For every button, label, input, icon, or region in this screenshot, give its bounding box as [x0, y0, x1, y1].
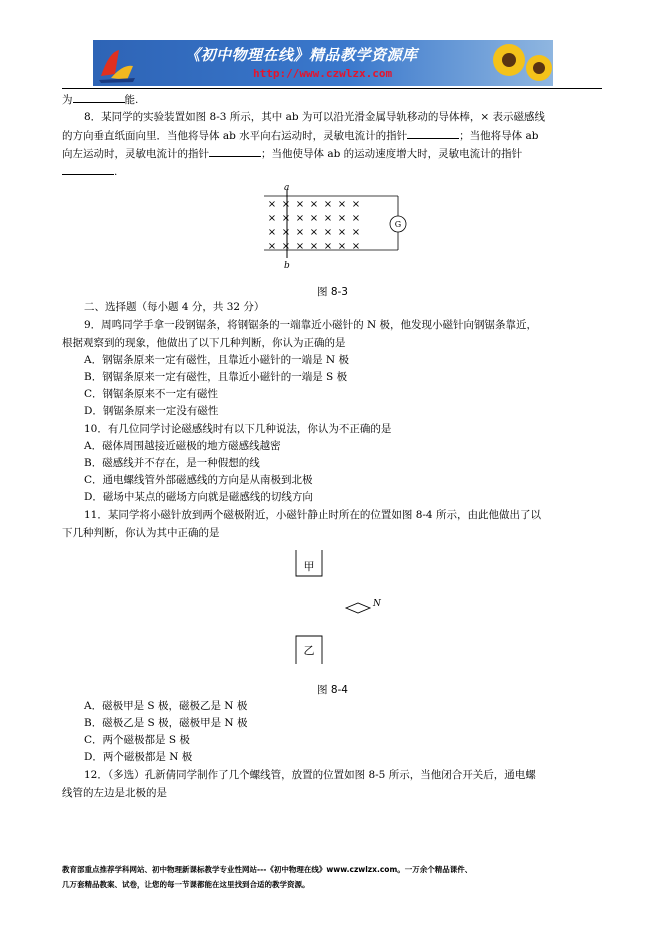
answer-blank[interactable] — [62, 162, 114, 175]
svg-text:×: × — [295, 227, 305, 238]
q9-option-d[interactable]: D．钢锯条原来一定没有磁性 — [84, 405, 219, 417]
svg-text:×: × — [309, 213, 319, 224]
svg-text:×: × — [323, 241, 333, 252]
svg-text:×: × — [351, 199, 361, 210]
answer-blank[interactable] — [73, 90, 125, 103]
svg-text:×: × — [295, 213, 305, 224]
q10-option-d[interactable]: D．磁场中某点的磁场方向就是磁感线的切线方向 — [84, 491, 313, 503]
svg-text:×: × — [337, 213, 347, 224]
svg-text:×: × — [309, 241, 319, 252]
svg-text:×: × — [295, 241, 305, 252]
svg-text:×: × — [267, 199, 277, 210]
sunflower-icon — [491, 40, 553, 86]
figure-8-4 — [286, 546, 396, 672]
svg-text:×: × — [281, 227, 291, 238]
svg-text:×: × — [323, 199, 333, 210]
q9-stem-line2: 根据观察到的现象，他做出了以下几种判断，你认为正确的是 — [62, 337, 346, 349]
svg-text:×: × — [323, 227, 333, 238]
header-banner — [93, 40, 553, 86]
q8-stem-line4: . — [62, 162, 117, 181]
figure-8-4-caption: 图 8-4 — [317, 684, 348, 696]
q8-stem-line2: 的方向垂直纸面向里．当他将导体 ab 水平向右运动时，灵敏电流计的指针 ；当他将导体 ab — [62, 126, 538, 145]
banner-title: 《初中物理在线》精品教学资源库 — [185, 46, 418, 64]
q11-stem-line2: 下几种判断，你认为其中正确的是 — [62, 527, 220, 539]
label-a: a — [284, 183, 290, 193]
svg-text:×: × — [309, 199, 319, 210]
label-b: b — [284, 261, 290, 271]
svg-text:×: × — [295, 199, 305, 210]
q8-stem-line3: 向左运动时，灵敏电流计的指针 ；当他使导体 ab 的运动速度增大时，灵敏电流计的指针 — [62, 144, 522, 163]
answer-blank[interactable] — [407, 126, 459, 139]
svg-text:×: × — [267, 227, 277, 238]
q9-stem-line1: 9．周鸣同学手拿一段钢锯条，将钢锯条的一端靠近小磁针的 N 极，他发现小磁针向钢锯条靠近， — [84, 319, 538, 331]
figure-8-3-caption: 图 8-3 — [317, 286, 348, 298]
label-jia: 甲 — [303, 560, 315, 573]
galvanometer-label: G — [394, 220, 402, 229]
answer-blank[interactable] — [209, 144, 261, 157]
q11-option-a[interactable]: A．磁极甲是 S 极，磁极乙是 N 极 — [84, 700, 248, 712]
q12-stem-line1: 12．（多选）孔新倩同学制作了几个螺线管，放置的位置如图 8-5 所示，当他闭合开关后，通电螺 — [84, 769, 536, 781]
section-title: 二、选择题（每小题 4 分，共 32 分） — [84, 301, 265, 313]
header-rule — [62, 88, 602, 89]
compass-needle-icon — [346, 603, 370, 613]
q9-option-a[interactable]: A．钢锯条原来一定有磁性，且靠近小磁针的一端是 N 极 — [84, 354, 349, 366]
q11-stem-line1: 11．某同学将小磁针放到两个磁极附近，小磁针静止时所在的位置如图 8-4 所示，由此他做出了以 — [84, 509, 541, 521]
q10-option-a[interactable]: A．磁体周围越接近磁极的地方磁感线越密 — [84, 440, 281, 452]
svg-text:×: × — [351, 227, 361, 238]
svg-text:×: × — [281, 241, 291, 252]
svg-text:×: × — [337, 199, 347, 210]
q10-stem: 10．有几位同学讨论磁感线时有以下几种说法，你认为不正确的是 — [84, 423, 392, 435]
logo-icon — [97, 44, 137, 84]
text-line: 为 能. — [62, 90, 138, 109]
svg-text:×: × — [351, 213, 361, 224]
svg-text:×: × — [337, 227, 347, 238]
banner-url[interactable]: http://www.czwlzx.com — [253, 67, 393, 80]
q9-option-b[interactable]: B．钢锯条原来一定有磁性，且靠近小磁针的一端是 S 极 — [84, 371, 348, 383]
svg-text:×: × — [309, 227, 319, 238]
svg-text:×: × — [351, 241, 361, 252]
svg-text:×: × — [281, 199, 291, 210]
q10-option-c[interactable]: C．通电螺线管外部磁感线的方向是从南极到北极 — [84, 474, 313, 486]
svg-text:×: × — [281, 213, 291, 224]
q11-option-d[interactable]: D．两个磁极都是 N 极 — [84, 751, 193, 763]
svg-text:×: × — [323, 213, 333, 224]
field-symbols — [268, 199, 360, 252]
q9-option-c[interactable]: C．钢锯条原来不一定有磁性 — [84, 388, 219, 400]
q11-option-b[interactable]: B．磁极乙是 S 极，磁极甲是 N 极 — [84, 717, 248, 729]
svg-text:×: × — [267, 241, 277, 252]
q10-option-b[interactable]: B．磁感线并不存在，是一种假想的线 — [84, 457, 260, 469]
svg-text:×: × — [337, 241, 347, 252]
figure-8-3 — [260, 182, 410, 272]
q12-stem-line2: 线管的左边是北极的是 — [62, 787, 167, 799]
label-n: N — [373, 599, 381, 609]
footer-line2: 几万套精品教案、试卷，让您的每一节课都能在这里找到合适的教学资源。 — [62, 880, 310, 889]
label-yi: 乙 — [303, 644, 315, 657]
q8-stem-line1: 8．某同学的实验装置如图 8-3 所示，其中 ab 为可以沿光滑金属导轨移动的导体棒，× 表示磁感线 — [84, 111, 546, 123]
svg-text:×: × — [267, 213, 277, 224]
q11-option-c[interactable]: C．两个磁极都是 S 极 — [84, 734, 190, 746]
footer-line1: 教育部重点推荐学科网站、初中物理新课标教学专业性网站---《初中物理在线》www.czwlzx.com。一万余个精品课件、 — [62, 865, 473, 874]
